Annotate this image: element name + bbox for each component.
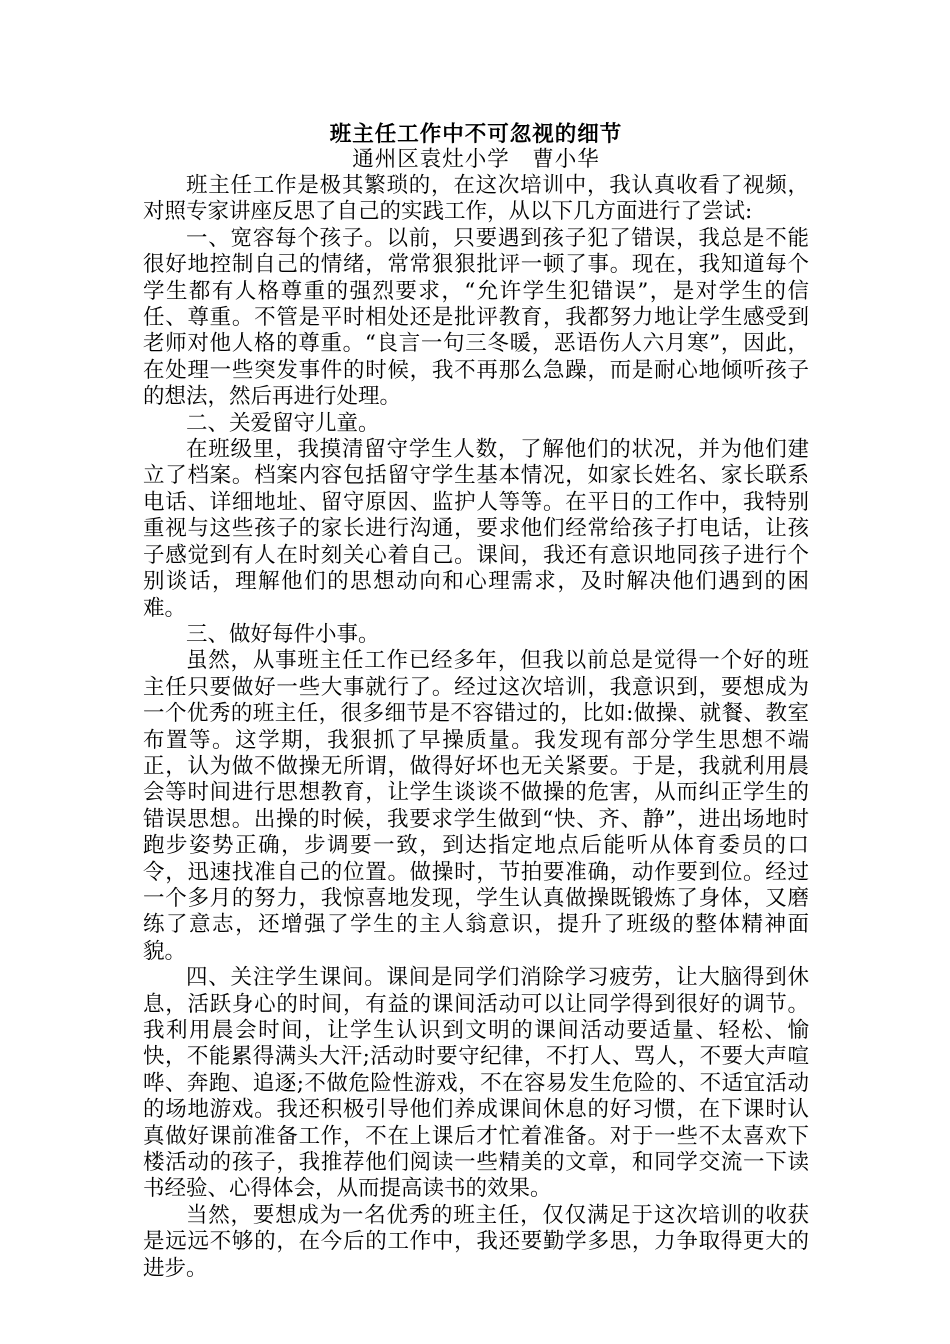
paragraph-section-3: 虽然，从事班主任工作已经多年，但我以前总是觉得一个好的班主任只要做好一些大事就行了。经过这次培训，我意识到，要想成为一个优秀的班主任，很多细节是不容错过的，比如:做操、就餐、教室布置等。这学期，我狠抓了早操质量。我发现有部分学生思想不端正，认为做不做操无所谓，做得好坏也无关紧要。于是，我就利用晨会等时间进行思想教育，让学生谈谈不做操的危害，从而纠正学生的错误思想。出操的时候，我要求学生做到“快、齐、静”，进出场地时跑步姿势正确，步调要一致，到达指定地点后能听从体育委员的口令，迅速找准自己的位置。做操时，节拍要准确，动作要到位。经过一个多月的努力，我惊喜地发现，学生认真做操既锻炼了身体，又磨练了意志，还增强了学生的主人翁意识，提升了班级的整体精神面貌。 [143,648,809,964]
paragraph-section-2: 在班级里，我摸清留守学生人数，了解他们的状况，并为他们建立了档案。档案内容包括留守学生基本情况，如家长姓名、家长联系电话、详细地址、留守原因、监护人等等。在平日的工作中，我特别重视与这些孩子的家长进行沟通，要求他们经常给孩子打电话，让孩子感觉到有人在时刻关心着自己。课间，我还有意识地同孩子进行个别谈话，理解他们的思想动向和心理需求，及时解决他们遇到的困难。 [143,437,809,621]
document-title: 班主任工作中不可忽视的细节 [329,122,623,147]
section-heading-2: 二、关爱留守儿童。 [186,410,380,436]
paragraph-conclusion: 当然，要想成为一名优秀的班主任，仅仅满足于这次培训的收获是远远不够的，在今后的工作中，我还要勤学多思，力争取得更大的进步。 [143,1202,809,1281]
document-body [143,173,809,1282]
author-line: 通州区袁灶小学 曹小华 [352,147,600,172]
paragraph-section-4: 四、关注学生课间。课间是同学们消除学习疲劳，让大脑得到休息，活跃身心的时间，有益的课间活动可以让同学得到很好的调节。我利用晨会时间，让学生认识到文明的课间活动要适量、轻松、愉快，不能累得满头大汗;活动时要守纪律，不打人、骂人，不要大声喧哗、奔跑、追逐;不做危险性游戏，不在容易发生危险的、不适宜活动的场地游戏。我还积极引导他们养成课间休息的好习惯，在下课时认真做好课前准备工作，不在上课后才忙着准备。对于一些不太喜欢下楼活动的孩子，我推荐他们阅读一些精美的文章，和同学交流一下读书经验、心得体会，从而提高读书的效果。 [143,965,809,1202]
paragraph-intro: 班主任工作是极其繁琐的，在这次培训中，我认真收看了视频，对照专家讲座反思了自己的实践工作，从以下几方面进行了尝试: [143,173,809,225]
document-page [143,122,809,1282]
paragraph-section-1: 一、宽容每个孩子。以前，只要遇到孩子犯了错误，我总是不能很好地控制自己的情绪，常常狠狠批评一顿了事。现在，我知道每个学生都有人格尊重的强烈要求，“允许学生犯错误”，是对学生的信任、尊重。不管是平时相处还是批评教育，我都努力地让学生感受到老师对他人格的尊重。“良言一句三冬暖，恶语伤人六月寒”，因此，在处理一些突发事件的时候，我不再那么急躁，而是耐心地倾听孩子的想法，然后再进行处理。 [143,225,809,410]
section-heading-3: 三、做好每件小事。 [186,621,380,647]
